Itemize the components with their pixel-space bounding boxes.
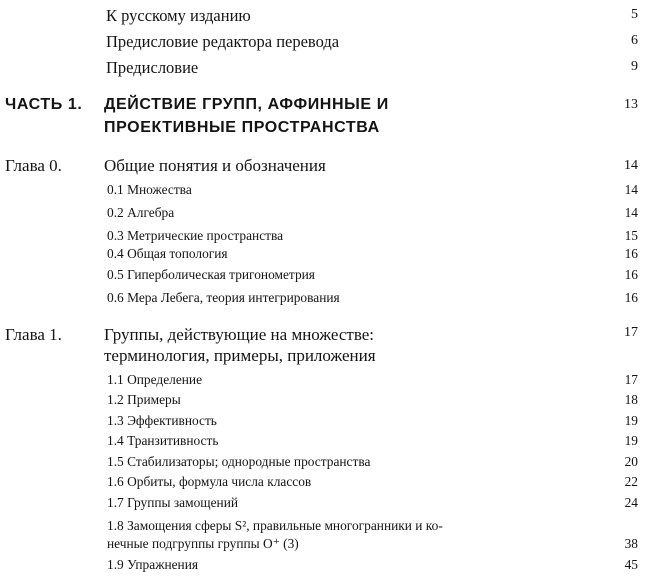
toc-entry-page: 5 [631,7,638,22]
section-page: 14 [624,205,638,220]
section-page: 24 [624,495,638,510]
part-title-line1: ДЕЙСТВИЕ ГРУПП, АФФИННЫЕ И [104,96,389,113]
section-title-line2: нечные подгруппы группы O⁺ (3) [107,536,299,551]
section-title: 1.2 Примеры [107,392,181,407]
section-title: 1.1 Определение [107,372,203,387]
section-page: 38 [624,536,638,551]
section-title: 0.5 Гиперболическая тригонометрия [107,267,315,282]
section-title-line1: 1.8 Замощения сферы S², правильные многогранники и ко- [107,518,443,533]
section-title: 1.9 Упражнения [107,557,199,572]
chapter-title-line2: терминология, примеры, приложения [104,346,376,365]
chapter-label: Глава 1. [5,325,62,344]
section-title: 0.4 Общая топология [107,246,228,261]
chapter-page: 14 [624,158,638,173]
section-page: 18 [624,392,638,407]
section-title: 0.2 Алгебра [107,205,175,220]
section-page: 14 [624,182,638,197]
part-page: 13 [624,97,638,112]
toc-entry-title: Предисловие редактора перевода [106,32,340,51]
section-title: 0.1 Множества [107,182,192,197]
part-title-line2: ПРОЕКТИВНЫЕ ПРОСТРАНСТВА [104,119,380,136]
part-label: ЧАСТЬ 1. [5,96,83,113]
section-title: 0.3 Метрические пространства [107,228,284,243]
section-title: 0.6 Мера Лебега, теория интегрирования [107,290,340,305]
section-page: 19 [624,413,638,428]
section-page: 22 [624,474,638,489]
section-title: 1.6 Орбиты, формула числа классов [107,474,312,489]
chapter-title-line1: Группы, действующие на множестве: [104,325,375,344]
toc-entry-title: К русскому изданию [106,6,251,25]
chapter-page: 17 [624,325,638,340]
toc-entry-page: 9 [631,59,638,74]
section-title: 1.3 Эффективность [107,413,217,428]
section-title: 1.5 Стабилизаторы; однородные пространства [107,454,371,469]
section-page: 16 [624,246,638,261]
toc-entry-title: Предисловие [106,58,199,77]
chapter-title: Общие понятия и обозначения [104,156,326,175]
section-title: 1.7 Группы замощений [107,495,239,510]
section-page: 20 [624,454,638,469]
section-page: 45 [624,557,638,572]
section-page: 15 [624,228,638,243]
toc-entry-page: 6 [631,33,638,48]
section-page: 16 [624,267,638,282]
section-page: 19 [624,433,638,448]
chapter-label: Глава 0. [5,156,62,175]
section-page: 16 [624,290,638,305]
section-title: 1.4 Транзитивность [107,433,219,448]
section-page: 17 [624,372,638,387]
